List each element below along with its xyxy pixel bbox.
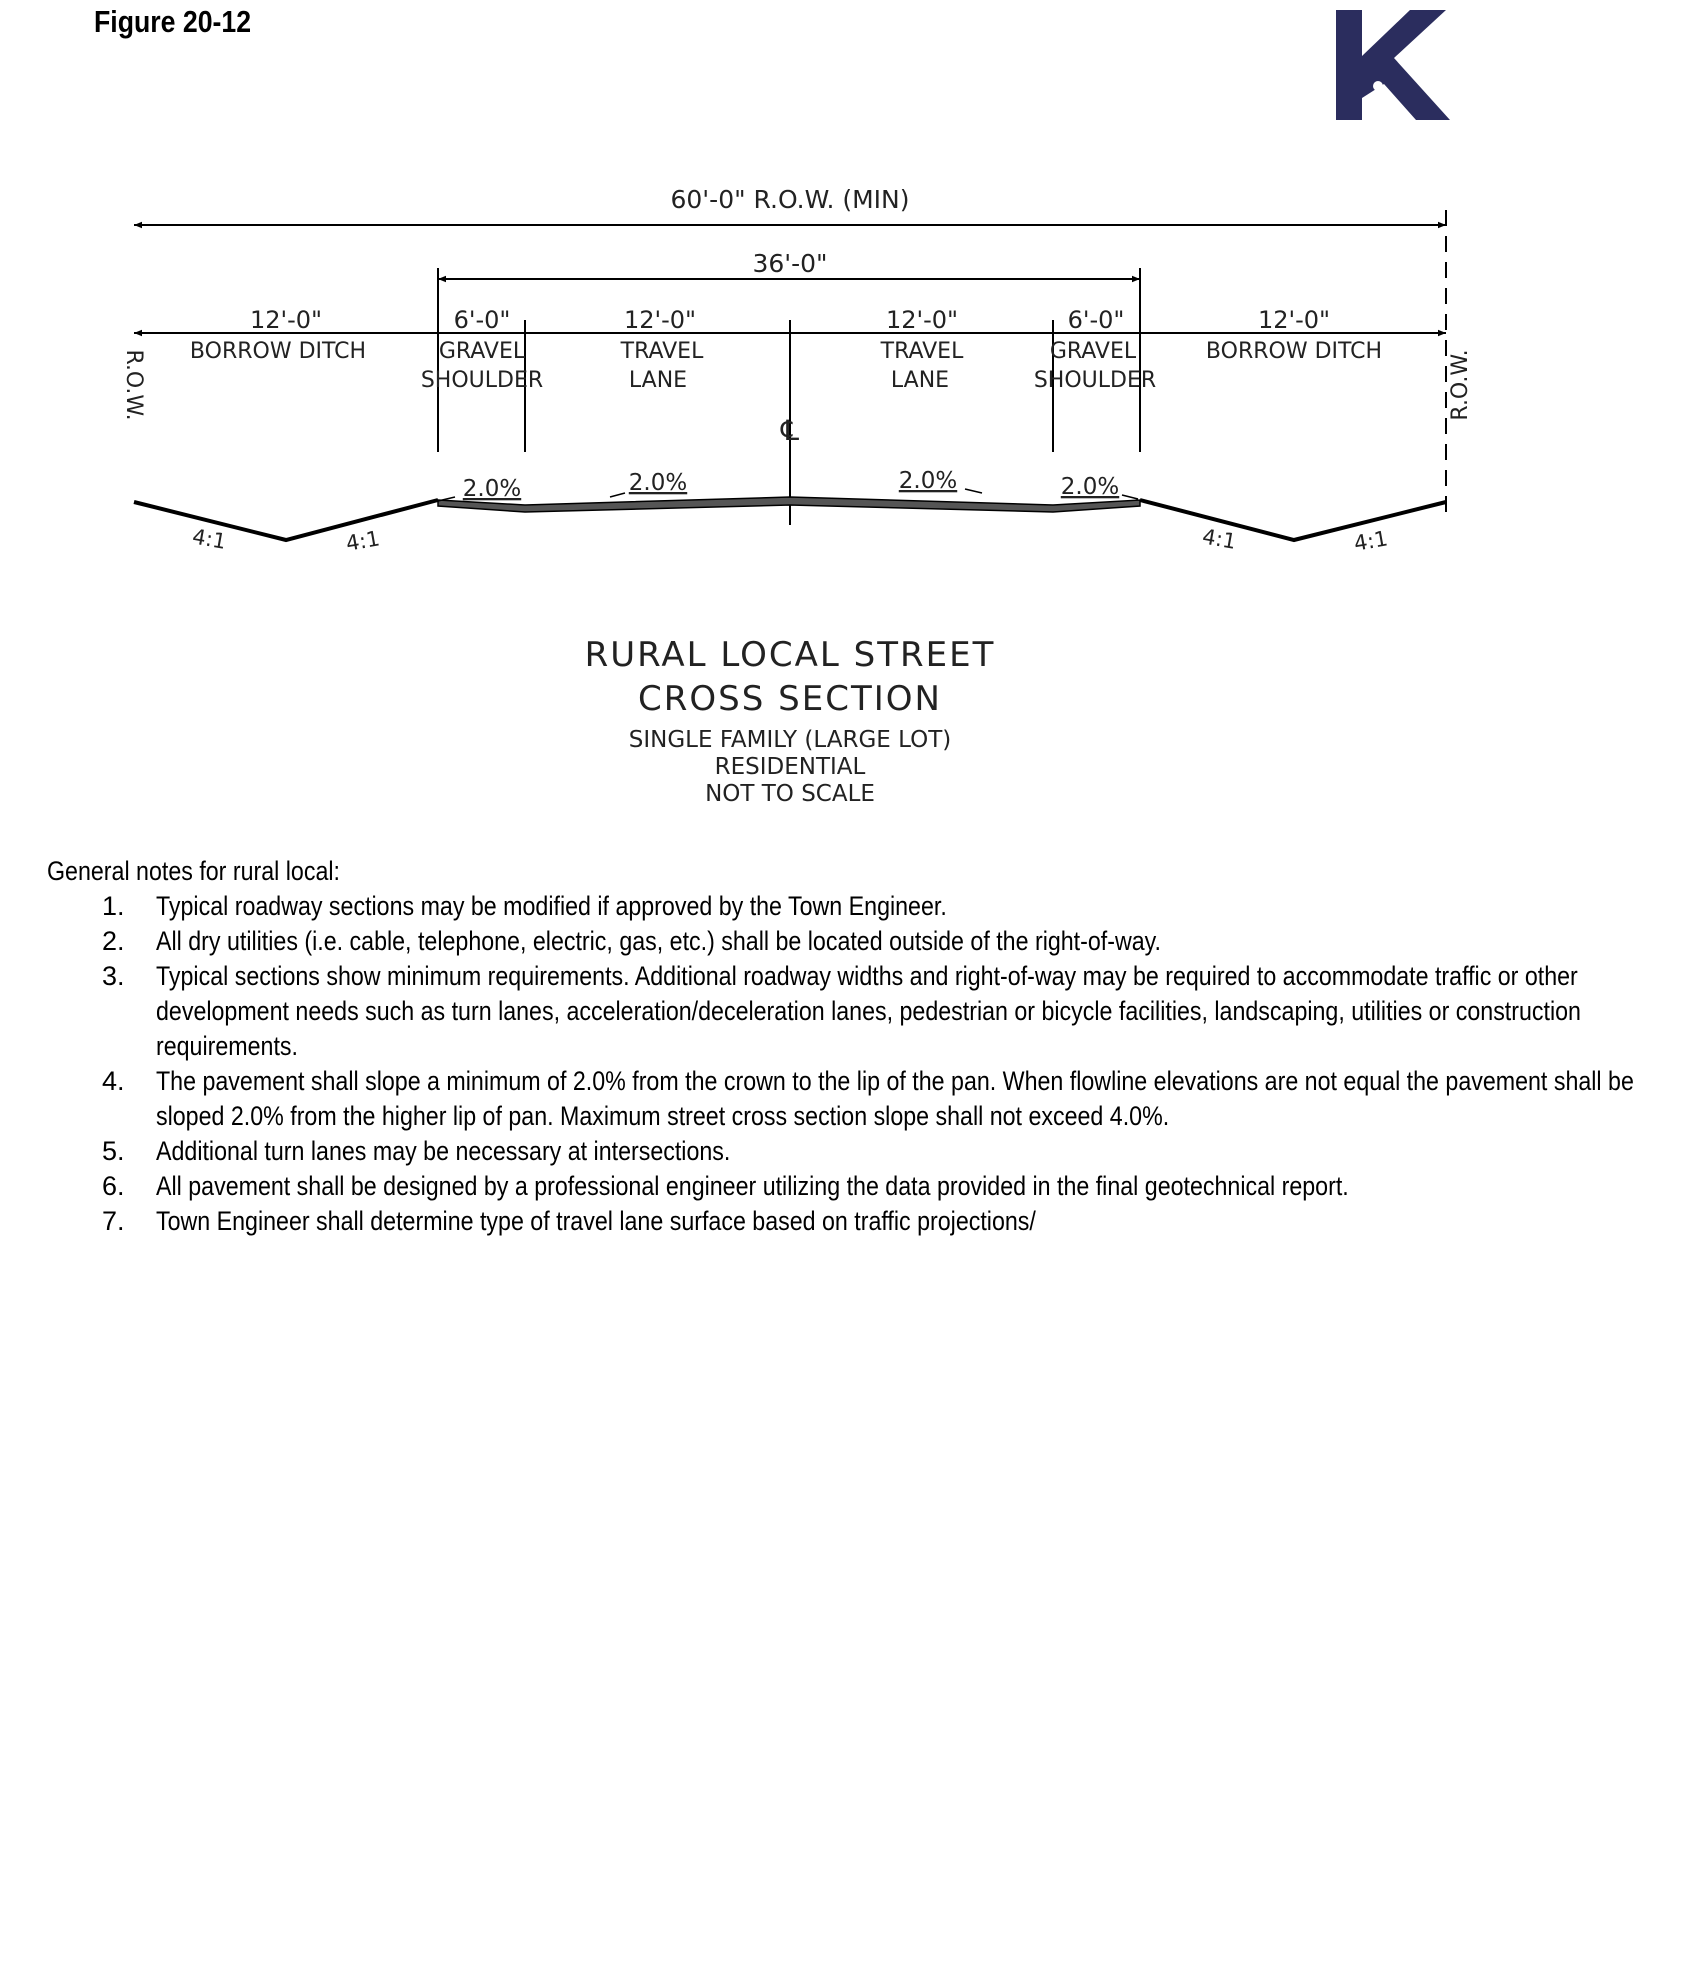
left-lane-label: TRAVEL: [620, 339, 704, 364]
note-number: 2.: [102, 926, 125, 956]
left-shoulder-label: GRAVEL: [438, 339, 526, 364]
row-dimension-text: 60'-0" R.O.W. (MIN): [670, 185, 910, 214]
paved-dimension-text: 36'-0": [752, 249, 828, 278]
side-slope-label: 4:1: [1200, 524, 1238, 554]
left-ditch-dimension: 12'-0": [249, 306, 323, 334]
slope-label: 2.0%: [462, 476, 522, 502]
right-shoulder-label: GRAVEL: [1049, 339, 1137, 364]
right-ditch-dimension: 12'-0": [1257, 306, 1331, 334]
note-text: Typical sections show minimum requirements. Additional roadway widths and right-of-way may be required to accommodate traffic or other development needs such as turn lanes, acceleration/deceleration lanes, pedestrian or bicycle facilities, landscaping, utilities or construction requirements.: [156, 961, 1581, 1061]
side-slope-label: 4:1: [344, 526, 382, 556]
note-item: [47, 1169, 1657, 1204]
slope-arrow: [610, 493, 625, 497]
left-ditch-label: BORROW DITCH: [189, 339, 367, 364]
note-number: 5.: [102, 1136, 125, 1166]
left-ditch-profile: [134, 500, 438, 540]
drawing-subtitle: SINGLE FAMILY (LARGE LOT): [628, 727, 952, 753]
left-row-label: R.O.W.: [121, 349, 146, 421]
side-slope-label: 4:1: [1352, 526, 1390, 556]
side-slope-label: 4:1: [190, 524, 228, 554]
note-text: Additional turn lanes may be necessary at intersections.: [156, 1136, 731, 1166]
note-item: [47, 1064, 1657, 1134]
figure-label: Figure 20-12: [94, 4, 252, 39]
k-logo: [1336, 10, 1450, 120]
drawing-subtitle: RESIDENTIAL: [714, 754, 866, 780]
note-number: 7.: [102, 1206, 125, 1236]
note-item: [47, 959, 1657, 1064]
drawing-scale-note: NOT TO SCALE: [705, 781, 875, 807]
right-lane-label: TRAVEL: [880, 339, 964, 364]
note-number: 4.: [102, 1066, 125, 1096]
note-text: The pavement shall slope a minimum of 2.0% from the crown to the lip of the pan. When flowline elevations are not equal the pavement shall be sloped 2.0% from the higher lip of pan. Maximum street cross section slope shall not exceed 4.0%.: [156, 1066, 1634, 1131]
note-number: 6.: [102, 1171, 125, 1201]
left-lane-dimension: 12'-0": [623, 306, 697, 334]
note-text: Typical roadway sections may be modified if approved by the Town Engineer.: [156, 891, 947, 921]
left-shoulder-label: SHOULDER: [420, 368, 544, 393]
note-item: [47, 1134, 1657, 1169]
right-lane-label: LANE: [890, 368, 950, 393]
drawing-title: RURAL LOCAL STREET: [584, 635, 996, 675]
slope-label: 2.0%: [628, 470, 688, 496]
notes-list: [47, 889, 1657, 1239]
slope-arrow: [965, 489, 982, 493]
note-item: [47, 1204, 1657, 1239]
left-lane-label: LANE: [628, 368, 688, 393]
slope-arrow: [1122, 495, 1138, 499]
note-text: All dry utilities (i.e. cable, telephone, electric, gas, etc.) shall be located outside of the right-of-way.: [156, 926, 1161, 956]
right-ditch-label: BORROW DITCH: [1205, 339, 1383, 364]
left-shoulder-dimension: 6'-0": [453, 306, 511, 334]
right-lane-dimension: 12'-0": [885, 306, 959, 334]
drawing-title: CROSS SECTION: [638, 679, 942, 719]
note-number: 1.: [102, 891, 125, 921]
right-ditch-profile: [1140, 500, 1446, 540]
centerline-symbol: ℄: [781, 414, 799, 447]
general-notes: [47, 854, 1657, 1239]
slope-label: 2.0%: [1060, 474, 1120, 500]
notes-intro: General notes for rural local:: [47, 856, 340, 886]
slope-label: 2.0%: [898, 468, 958, 494]
right-shoulder-dimension: 6'-0": [1067, 306, 1125, 334]
note-text: All pavement shall be designed by a professional engineer utilizing the data provided in the final geotechnical report.: [156, 1171, 1349, 1201]
right-shoulder-label: SHOULDER: [1033, 368, 1157, 393]
note-item: [47, 889, 1657, 924]
note-text: Town Engineer shall determine type of travel lane surface based on traffic projections/: [156, 1206, 1036, 1236]
right-row-label: R.O.W.: [1448, 349, 1473, 421]
note-item: [47, 924, 1657, 959]
note-number: 3.: [102, 961, 125, 991]
cross-section-drawing: [0, 170, 1693, 820]
